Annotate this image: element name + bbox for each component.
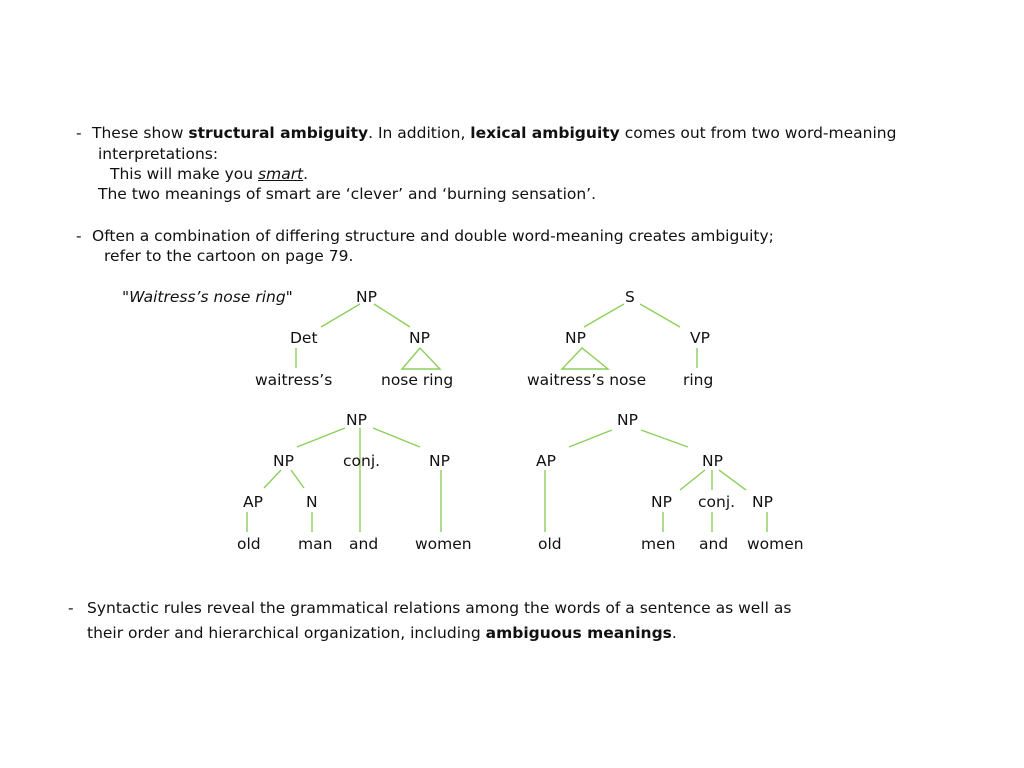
text-segment: This will make you [110,165,259,183]
tree4-np-a: NP [651,493,672,511]
tree3-conj: conj. [343,452,381,470]
paragraph-line: Syntactic rules reveal the grammatical relations among the words of a sentence as well as [87,599,792,617]
example-phrase: "Waitress’s nose ring" [122,288,293,306]
tree3-word: man [298,535,333,553]
text-segment: . In addition, [368,124,471,142]
bold-term: ambiguous meanings [485,624,672,642]
tree4-ap: AP [536,452,556,470]
tree3-np-left: NP [273,452,294,470]
text-segment: their order and hierarchical organization, including [87,624,486,642]
text-segment: . [671,624,677,642]
tree2-word: ring [683,371,714,389]
tree3-root-np: NP [346,411,367,429]
bold-term: structural ambiguity [188,124,369,142]
bullet-dash: - [76,227,82,245]
paragraph-line: interpretations: [98,145,219,163]
paragraph-line: Often a combination of differing structure and double word-meaning creates ambiguity; [92,227,774,245]
tree3-n: N [306,493,318,511]
tree3-word: and [349,535,379,553]
tree4-conj: conj. [698,493,736,511]
tree2-vp: VP [690,329,710,347]
text-segment: comes out from two word-meaning [619,124,897,142]
emphasized-word: smart [258,165,304,183]
tree4-word: old [538,535,562,553]
bullet-dash: - [68,599,74,617]
tree4-root-np: NP [617,411,638,429]
tree4-np-b: NP [752,493,773,511]
tree3-np-right: NP [429,452,450,470]
tree3-word: women [415,535,472,553]
tree4-np: NP [702,452,723,470]
paragraph-line: The two meanings of smart are ‘clever’ and ‘burning sensation’. [98,185,597,203]
tree2-root-s: S [625,288,635,306]
tree3-ap: AP [243,493,263,511]
tree3-word: old [237,535,261,553]
bullet-dash: - [76,124,82,142]
tree1-word: waitress’s [255,371,333,389]
paragraph-line [87,623,677,643]
text-segment: These show [92,124,189,142]
tree4-word: and [699,535,729,553]
text-segment: . [303,165,309,183]
paragraph-line: refer to the cartoon on page 79. [104,247,354,265]
tree4-word: women [747,535,804,553]
tree4-word: men [641,535,676,553]
bold-term: lexical ambiguity [470,124,620,142]
tree2-np: NP [565,329,586,347]
tree1-np: NP [409,329,430,347]
tree2-word: waitress’s nose [527,371,647,389]
tree1-word: nose ring [381,371,454,389]
tree1-det: Det [290,329,318,347]
tree1-root-np: NP [356,288,377,306]
